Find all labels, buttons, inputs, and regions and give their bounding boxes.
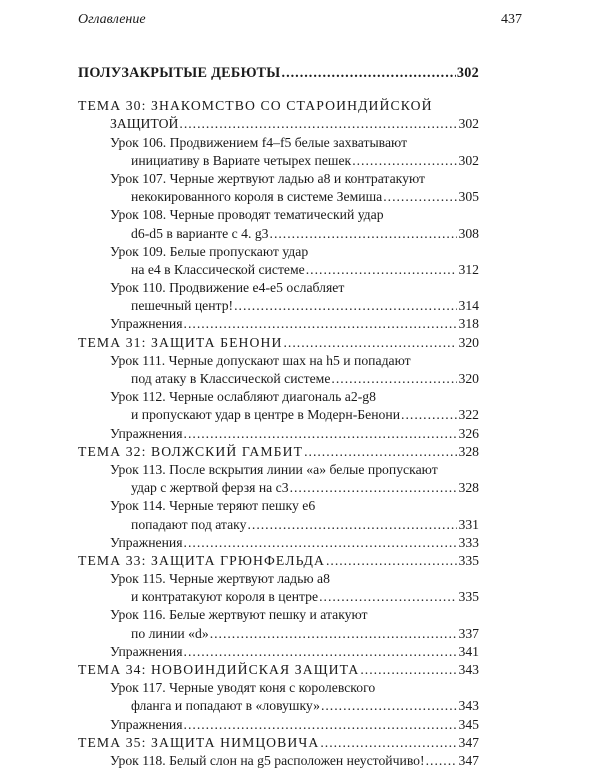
toc-dot-leader [331,370,457,388]
toc-page-number: 305 [458,189,479,205]
toc-page-number: 335 [458,589,479,605]
toc-page-number: 328 [458,443,479,459]
toc-exercises[interactable] [78,643,479,661]
toc-lesson[interactable] [78,243,479,261]
toc-entry-title: Урок 110. Продвижение e4-e5 ослабляет [110,280,345,296]
toc-entry-title: ТЕМА 31: ЗАЩИТА БЕНОНИ [78,334,283,350]
toc-dot-leader [320,734,457,752]
toc-theme-heading[interactable] [78,661,479,679]
running-head: Оглавление [78,12,146,27]
toc-lesson[interactable] [78,679,479,697]
toc-page-number: 337 [458,625,479,641]
toc-lesson[interactable] [78,461,479,479]
toc-entry-title: ПОЛУЗАКРЫТЫЕ ДЕБЮТЫ [78,65,281,81]
toc-dot-leader [360,661,457,679]
toc-dot-leader [184,716,458,734]
toc-dot-leader [304,443,457,461]
toc-dot-leader [184,643,458,661]
toc-lesson-cont[interactable] [78,297,479,315]
toc-page-number: 331 [458,516,479,532]
toc-page-number: 341 [458,643,479,659]
toc-entry-title: Урок 108. Черные проводят тематический удар [110,207,384,223]
toc-page-number: 345 [458,716,479,732]
toc-lesson[interactable] [78,170,479,188]
toc-dot-leader [179,115,457,133]
toc-entry-title: Упражнения [110,534,183,550]
toc-theme-heading-cont[interactable] [78,115,479,133]
toc-dot-leader [326,552,458,570]
toc-entry-title: фланга и попадают в «ловушку» [131,698,320,714]
toc-page-number: 302 [458,116,479,132]
toc-page-number: 308 [458,225,479,241]
toc-dot-leader [321,697,458,715]
toc-entry-title: Урок 113. После вскрытия линии «a» белые пропускают [110,461,438,477]
toc-theme-heading[interactable] [78,97,479,115]
toc-lesson[interactable] [78,752,479,770]
toc-lesson-cont[interactable] [78,406,479,424]
toc-dot-leader [234,297,457,315]
toc-lesson-cont[interactable] [78,588,479,606]
toc-lesson-cont[interactable] [78,479,479,497]
toc-entry-title: некокированного короля в системе Земиша [131,189,383,205]
toc-page-number: 302 [458,152,479,168]
toc-entry-title: попадают под атаку [131,516,247,532]
toc-entry-title: Урок 118. Белый слон на g5 расположен неустойчиво! [110,752,425,768]
toc-entry-title: Упражнения [110,716,183,732]
toc-page-number: 343 [458,698,479,714]
toc-theme-heading[interactable] [78,552,479,570]
toc-page-number: 335 [458,552,479,568]
table-of-contents [78,64,479,770]
toc-entry-title: Урок 107. Черные жертвуют ладью a8 и контратакуют [110,170,425,186]
toc-entry-title: ТЕМА 32: ВОЛЖСКИЙ ГАМБИТ [78,443,304,459]
toc-entry-title: Урок 111. Черные допускают шах на h5 и попадают [110,352,411,368]
toc-part-heading[interactable] [78,64,479,82]
toc-lesson[interactable] [78,570,479,588]
toc-entry-title: инициативу в Вариате четырех пешек [131,152,352,168]
toc-lesson-cont[interactable] [78,225,479,243]
toc-entry-title: ТЕМА 34: НОВОИНДИЙСКАЯ ЗАЩИТА [78,662,360,677]
toc-entry-title: Упражнения [110,316,183,332]
toc-entry-title: под атаку в Классической системе [131,371,331,386]
toc-entry-title: по линии «d» [131,625,209,641]
toc-dot-leader [319,588,457,606]
toc-entry-title: Урок 116. Белые жертвуют пешку и атакуют [110,607,368,623]
toc-dot-leader [210,625,458,643]
toc-page-number: 322 [458,407,479,423]
toc-dot-leader [306,261,458,279]
toc-page-number: 347 [458,734,479,750]
toc-page-number: 343 [458,662,479,677]
toc-exercises[interactable] [78,534,479,552]
toc-theme-heading[interactable] [78,334,479,352]
toc-lesson-cont[interactable] [78,697,479,715]
toc-lesson-cont[interactable] [78,516,479,534]
toc-entry-title: Урок 115. Черные жертвуют ладью a8 [110,571,330,587]
toc-exercises[interactable] [78,425,479,443]
toc-dot-leader [284,334,458,352]
toc-dot-leader [184,315,458,333]
toc-lesson[interactable] [78,279,479,297]
toc-lesson[interactable] [78,352,479,370]
toc-dot-leader [383,188,457,206]
toc-page-number: 314 [458,298,479,314]
toc-lesson-cont[interactable] [78,188,479,206]
toc-lesson-cont[interactable] [78,625,479,643]
toc-entry-title: Урок 117. Черные уводят коня с королевского [110,680,376,696]
toc-page-number: 320 [458,334,479,350]
toc-page-number: 318 [458,316,479,332]
toc-dot-leader [290,479,458,497]
toc-lesson-cont[interactable] [78,370,479,388]
toc-page-number: 347 [458,752,479,768]
page-header [78,12,522,36]
toc-entry-title: ТЕМА 33: ЗАЩИТА ГРЮНФЕЛЬДА [78,552,325,568]
toc-lesson[interactable] [78,606,479,624]
toc-entry-title: на e4 в Классической системе [131,261,305,277]
toc-dot-leader [247,516,457,534]
toc-page-number: 320 [458,371,479,386]
toc-lesson[interactable] [78,206,479,224]
toc-page-number: 326 [458,425,479,441]
toc-entry-title: ТЕМА 30: ЗНАКОМСТВО СО СТАРОИНДИЙСКОЙ [78,98,433,114]
toc-lesson[interactable] [78,388,479,406]
toc-entry-title: d6-d5 в варианте с 4. g3 [131,225,269,241]
toc-exercises[interactable] [78,716,479,734]
toc-entry-title: ЗАЩИТОЙ [110,116,179,132]
toc-entry-title: и пропускают удар в центре в Модерн-Бенони [131,407,401,423]
toc-entry-title: Урок 112. Черные ослабляют диагональ a2-g8 [110,389,376,405]
toc-theme-heading[interactable] [78,443,479,461]
toc-entry-title: Урок 109. Белые пропускают удар [110,243,309,259]
toc-lesson-cont[interactable] [78,261,479,279]
toc-dot-leader [426,752,458,770]
toc-entry-title: удар с жертвой ферзя на c3 [131,480,289,496]
toc-theme-heading[interactable] [78,734,479,752]
toc-spacer [78,82,479,97]
toc-entry-title: Упражнения [110,425,183,441]
toc-dot-leader [401,406,457,424]
toc-dot-leader [184,534,458,552]
toc-entry-title: и контратакуют короля в центре [131,589,319,605]
toc-page-number: 328 [458,480,479,496]
toc-page-number: 302 [456,65,479,81]
toc-page-number: 333 [458,534,479,550]
toc-lesson-cont[interactable] [78,152,479,170]
toc-entry-title: Упражнения [110,643,183,659]
toc-lesson[interactable] [78,134,479,152]
toc-page-number: 312 [458,261,479,277]
toc-entry-title: Урок 106. Продвижением f4–f5 белые захватывают [110,134,408,150]
toc-entry-title: ТЕМА 35: ЗАЩИТА НИМЦОВИЧА [78,734,320,750]
toc-dot-leader [270,225,458,243]
toc-dot-leader [184,425,458,443]
page-number: 437 [501,12,522,27]
toc-entry-title: пешечный центр! [131,298,234,314]
toc-exercises[interactable] [78,315,479,333]
toc-dot-leader [282,64,456,82]
toc-lesson[interactable] [78,497,479,515]
toc-dot-leader [352,152,457,170]
toc-entry-title: Урок 114. Черные теряют пешку e6 [110,498,316,514]
